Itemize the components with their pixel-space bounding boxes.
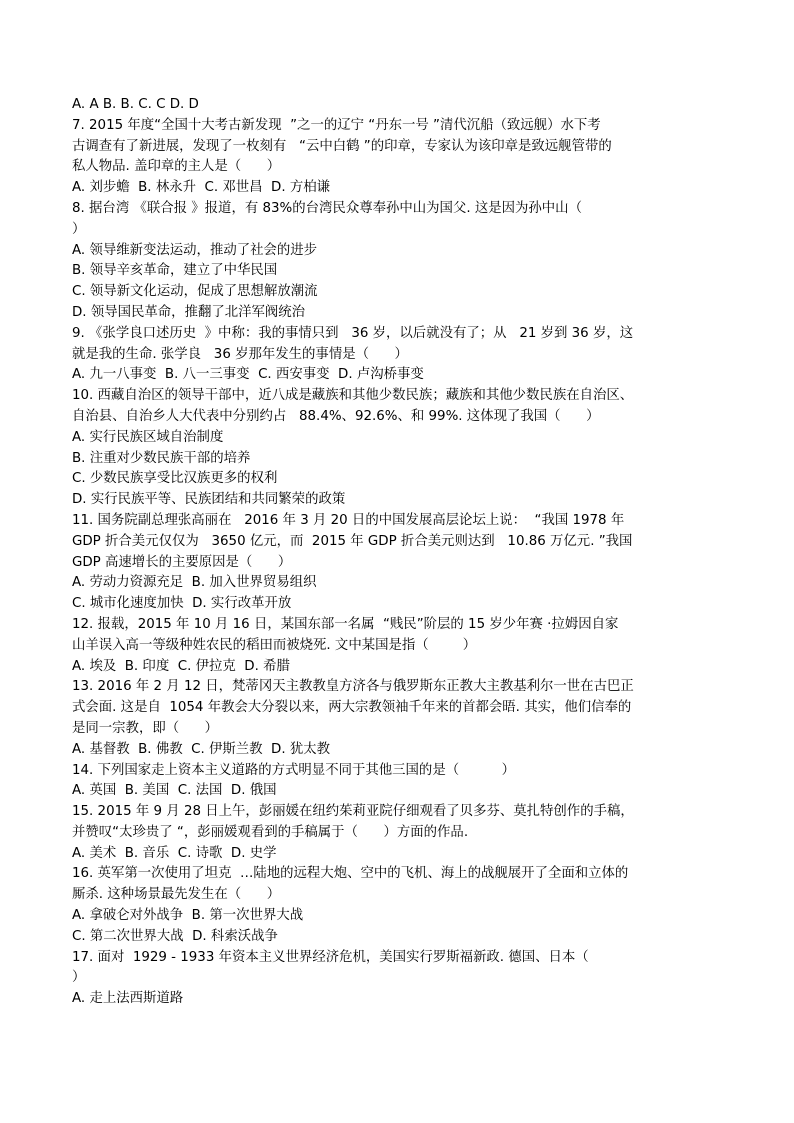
- text-line: C. 城市化速度加快 D. 实行改革开放: [72, 596, 292, 612]
- text-line: 11. 国务院副总理张高丽在 2016 年 3 月 20 日的中国发展高层论坛上说： “我国 1978 年: [72, 512, 625, 528]
- question-text-block: [72, 95, 722, 1010]
- text-line: 9. 《张学良口述历史 》中称：我的事情只到 36 岁，以后就没有了；从 21 岁到 36 岁，这: [72, 325, 634, 341]
- text-line: A. 实行民族区域自治制度: [72, 429, 224, 445]
- text-line: 10. 西藏自治区的领导干部中，近八成是藏族和其他少数民族；藏族和其他少数民族在自治区、: [72, 388, 634, 404]
- text-line: GDP 折合美元仅仅为 3650 亿元，而 2015 年 GDP 折合美元则达到 10.86 万亿元. ”我国: [72, 533, 633, 549]
- text-line: 古调查有了新进展，发现了一枚刻有 “云中白鹤 ”的印章，专家认为该印章是致远舰管带的: [72, 138, 612, 154]
- text-line: 7. 2015 年度“全国十大考古新发现 ”之一的辽宁 “丹东一号 ”清代沉船（致远舰）水下考: [72, 117, 601, 133]
- text-line: B. 领导辛亥革命，建立了中华民国: [72, 263, 278, 279]
- text-line: A. 美术 B. 音乐 C. 诗歌 D. 史学: [72, 845, 277, 861]
- text-line: 自治县、自治乡人大代表中分别约占 88.4%、92.6%、和 99%. 这体现了我国（ ）: [72, 408, 600, 424]
- text-line: 山羊误入高一等级种姓农民的稻田而被烧死. 文中某国是指（ ）: [72, 637, 477, 653]
- text-line: 13. 2016 年 2 月 12 日，梵蒂冈天主教教皇方济各与俄罗斯东正教大主教基利尔一世在古巴正: [72, 679, 634, 695]
- text-line: 厮杀. 这种场景最先发生在（ ）: [72, 887, 281, 903]
- text-line: A. 基督教 B. 佛教 C. 伊斯兰教 D. 犹太教: [72, 741, 331, 757]
- text-line: 17. 面对 1929 - 1933 年资本主义世界经济危机，美国实行罗斯福新政. 德国、日本（: [72, 949, 589, 965]
- text-line: A. 埃及 B. 印度 C. 伊拉克 D. 希腊: [72, 658, 290, 674]
- text-line: 16. 英军第一次使用了坦克 …陆地的远程大炮、空中的飞机、海上的战舰展开了全面和立体的: [72, 866, 629, 882]
- text-line: A. 九一八事变 B. 八一三事变 C. 西安事变 D. 卢沟桥事变: [72, 367, 424, 383]
- text-line: A. A B. B. C. C D. D: [72, 97, 199, 112]
- text-line: 私人物品. 盖印章的主人是（ ）: [72, 159, 281, 175]
- text-line: A. 走上法西斯道路: [72, 991, 184, 1007]
- text-line: 12. 报载，2015 年 10 月 16 日，某国东部一名属 “贱民”阶层的 15 岁少年赛 ·拉姆因自家: [72, 616, 619, 632]
- text-line: A. 拿破仑对外战争 B. 第一次世界大战: [72, 908, 304, 924]
- text-line: B. 注重对少数民族干部的培养: [72, 450, 251, 466]
- text-line: 是同一宗教，即（ ）: [72, 720, 219, 736]
- text-line: C. 第二次世界大战 D. 科索沃战争: [72, 928, 278, 944]
- text-line: D. 实行民族平等、民族团结和共同繁荣的政策: [72, 492, 346, 508]
- text-line: 8. 据台湾 《联合报 》报道，有 83%的台湾民众尊奉孙中山为国父. 这是因为孙中山（: [72, 200, 582, 216]
- text-line: 15. 2015 年 9 月 28 日上午，彭丽媛在纽约茱莉亚院仔细观看了贝多芬、莫扎特创作的手稿，: [72, 804, 634, 820]
- text-line: 14. 下列国家走上资本主义道路的方式明显不同于其他三国的是（ ）: [72, 762, 516, 778]
- text-line: 式会面. 这是自 1054 年教会大分裂以来，两大宗教领袖千年来的首都会晤. 其实，他们信奉的: [72, 700, 632, 716]
- text-line: C. 领导新文化运动，促成了思想解放潮流: [72, 284, 318, 300]
- text-line: 并赞叹“太珍贵了 “，彭丽媛观看到的手稿属于（ ）方面的作品.: [72, 824, 469, 840]
- text-line: A. 劳动力资源充足 B. 加入世界贸易组织: [72, 575, 317, 591]
- text-line: 就是我的生命. 张学良 36 岁那年发生的事情是（ ）: [72, 346, 408, 362]
- text-line: C. 少数民族享受比汉族更多的权利: [72, 471, 278, 487]
- text-line: A. 领导维新变法运动，推动了社会的进步: [72, 242, 318, 258]
- text-line: A. 刘步蟾 B. 林永升 C. 邓世昌 D. 方柏谦: [72, 180, 331, 196]
- text-line: ）: [72, 970, 86, 986]
- text-line: ）: [72, 221, 86, 237]
- text-line: D. 领导国民革命，推翻了北洋军阀统治: [72, 304, 306, 320]
- text-line: GDP 高速增长的主要原因是（ ）: [72, 554, 292, 570]
- text-line: A. 英国 B. 美国 C. 法国 D. 俄国: [72, 783, 277, 799]
